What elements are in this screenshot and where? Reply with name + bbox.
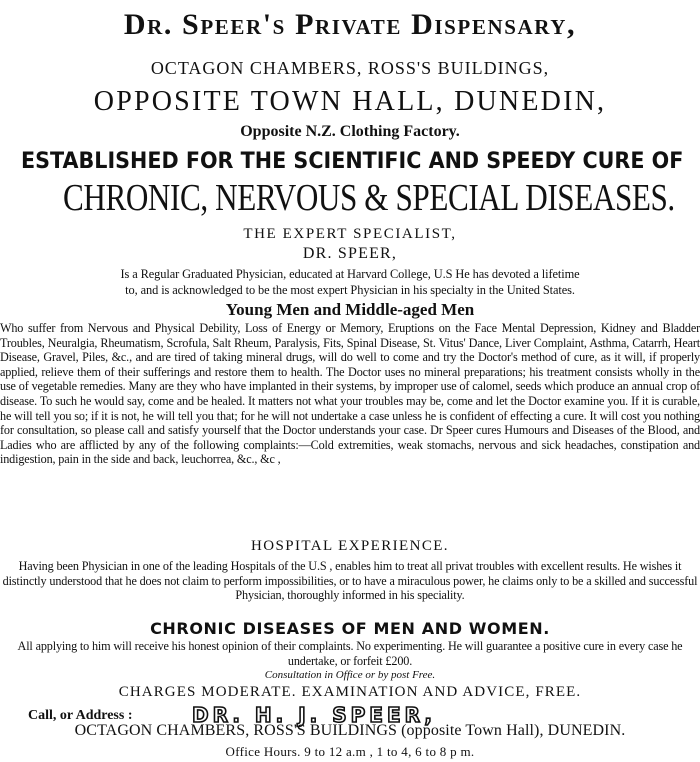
young-men-paragraph: Who suffer from Nervous and Physical Debility, Loss of Energy or Memory, Eruptions on the Face Mental Depression, Kidney and Bladder Troubles, Neuralgia, Rheumatism, Scrofula, Salt Rheum, Paralysis, Fits, Spinal Disease, St. Vitus' Dance, Liver Complaint, Asthma, Catarrh, Heart Disease, Gravel, Piles, &c., and are tired of taking mineral drugs, will do well to come and try the Doctor's method of cure, as it will, if properly applied, relieve them of their sufferings and restore them to health. The Doctor uses no mineral preparations; his treatment consists wholly in the use of vegetable remedies. Many are they who have implanted in their systems, by improper use of calomel, seeds which produce an annual crop of disease. To such he would say, come and be healed. It matters not what your troubles may be, come and let the Doctor examine you. If it is curable, he will tell you so; if it is not, he will tell you that; for he will not undertake a case unless he is confident of effecting a cure. It will cost you nothing for consultation, so please call and satisfy yourself that the Doctor understands your case. Dr Speer cures Humours and Diseases of the Blood, and Ladies who are afflicted by any of the following complaints:—Cold extremities, weak stomachs, nervous and sick headaches, constipation and indigestion, pain in the side and back, leuchorrea, &c., &c , xyxy=(0,321,700,467)
call-label: Call, or Address : xyxy=(28,708,133,723)
doctor-name: DR. H. J. SPEER, xyxy=(192,703,436,727)
hospital-heading: HOSPITAL EXPERIENCE. xyxy=(251,538,449,554)
bio-line-2: to, and is acknowledged to be the most expert Physician in his specialty in the United States. xyxy=(125,283,575,297)
hospital-paragraph: Having been Physician in one of the leading Hospitals of the U.S , enables him to treat all privat troubles with excellent results. He wishes it distinctly understood that he does not claim to perform impossibilities, or to have a miraculous power, he claims only to be a skilled and successful Physician, thoroughly informed in his speciality. xyxy=(2,559,698,603)
specialist-name: DR. SPEER, xyxy=(302,245,398,262)
young-men-heading: Young Men and Middle-aged Men xyxy=(225,300,475,319)
footer-address: OCTAGON CHAMBERS, ROSS'S BUILDINGS (opposite Town Hall), DUNEDIN. xyxy=(74,722,626,739)
chronic-heading: CHRONIC DISEASES OF MEN AND WOMEN. xyxy=(150,619,550,638)
established-line: ESTABLISHED FOR THE SCIENTIFIC AND SPEEDY CURE OF xyxy=(21,149,684,174)
ad-title: Dr. Speer's Private Dispensary, xyxy=(123,8,577,41)
office-hours: Office Hours. 9 to 12 a.m , 1 to 4, 6 to 8 p m. xyxy=(225,744,475,759)
charges-line: CHARGES MODERATE. EXAMINATION AND ADVICE, FREE. xyxy=(118,684,582,700)
landmark-line: Opposite N.Z. Clothing Factory. xyxy=(240,123,460,140)
address-line-2: OPPOSITE TOWN HALL, DUNEDIN, xyxy=(93,86,607,117)
expert-specialist-label: THE EXPERT SPECIALIST, xyxy=(243,226,457,242)
diseases-headline: CHRONIC, NERVOUS & SPECIAL DISEASES. xyxy=(63,177,675,219)
bio-line-1: Is a Regular Graduated Physician, educated at Harvard College, U.S He has devoted a lifetime xyxy=(120,267,580,281)
consultation-line: Consultation in Office or by post Free. xyxy=(264,669,436,681)
address-line-1: OCTAGON CHAMBERS, ROSS'S BUILDINGS, xyxy=(150,58,550,78)
chronic-paragraph: All applying to him will receive his honest opinion of their complaints. No experimenting. He will guarantee a positive cure in every case he undertake, or forfeit £200. xyxy=(17,639,683,668)
